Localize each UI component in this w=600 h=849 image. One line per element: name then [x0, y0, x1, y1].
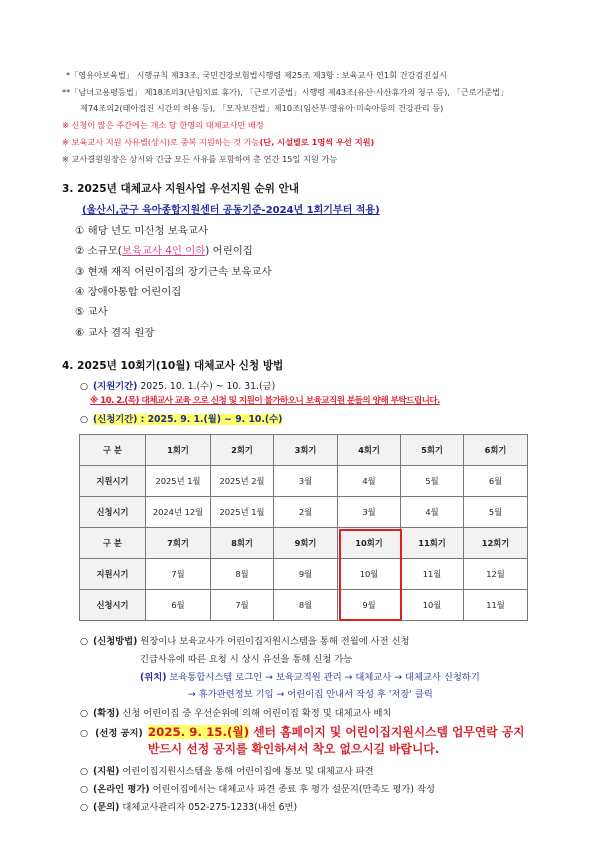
priority-text: 소규모( [87, 245, 122, 257]
priority-text: 교사 [87, 306, 108, 318]
priority-item-3 [75, 263, 272, 278]
eval-text: 어린이집에서는 대체교사 파견 종료 후 평가 설문지(만족도 평가) 작성 [149, 784, 435, 795]
bullet-icon: ○ [80, 802, 89, 813]
table-cell: 10회기 [338, 528, 401, 559]
table-cell: 2024년 12월 [146, 497, 211, 528]
bullet-icon: ○ [80, 728, 89, 739]
table-row [80, 528, 528, 559]
eval-label: (온라인 평가) [92, 784, 150, 795]
note-duplicate-cond: (단, 시설별로 1명씩 우선 지원) [259, 137, 375, 147]
location-label: (위치) [140, 672, 167, 683]
section3-title: 3. 2025년 대체교사 지원사업 우선지원 순위 안내 [62, 183, 299, 195]
warning-note: ※ 10. 2.(목) 대체교사 교육 으로 신청 및 지원이 불가하오니 보육교직원 분들의 양해 부탁드립니다. [90, 396, 440, 406]
table-row [80, 559, 528, 590]
support-label: (지원) [92, 766, 120, 777]
priority-text: 현재 재직 어린이집의 장기근속 보육교사 [87, 266, 272, 278]
table-row [80, 435, 528, 466]
table-cell: 2회기 [211, 435, 274, 466]
table-cell: 5월 [401, 466, 464, 497]
confirm-label: (확정) [92, 708, 120, 719]
table-cell: 구 분 [80, 528, 146, 559]
table-cell: 2025년 2월 [211, 466, 274, 497]
support-period-label: (지원기간) [92, 381, 138, 392]
announce-warning: 반드시 선정 공지를 확인하셔서 착오 없으시길 바랍니다. [148, 742, 440, 756]
section3-subtitle: (울산시,군구 육아종합지원센터 공동기준-2024년 1회기부터 적용) [82, 205, 380, 216]
priority-text: 해당 년도 미신청 보육교사 [87, 225, 208, 237]
apply-period-label: (신청기간) : 2025. 9. 1.(월) ~ 9. 10.(수) [92, 414, 283, 425]
announce-date: 2025. 9. 15.(월) [147, 725, 250, 739]
announce-label: (선정 공지) [95, 728, 143, 739]
bullet-icon: ○ [80, 708, 89, 719]
table-cell: 신청시기 [80, 497, 146, 528]
table-cell: 3월 [338, 497, 401, 528]
online-eval [80, 781, 435, 795]
table-cell: 10월 [338, 559, 401, 590]
bullet-icon: ○ [80, 784, 89, 795]
table-cell: 3회기 [274, 435, 338, 466]
priority-item-1 [75, 222, 208, 237]
table-cell: 7월 [211, 590, 274, 621]
confirm-text: 신청 어린이집 중 우선순위에 의해 어린이집 확정 및 대체교사 배치 [119, 708, 392, 719]
confirm [80, 705, 391, 719]
table-cell: 8월 [274, 590, 338, 621]
table-cell: 12회기 [464, 528, 528, 559]
note-duplicate [62, 137, 374, 148]
table-cell: 2월 [274, 497, 338, 528]
note-duplicate-main: ※ 보육교사 지원 사유별(상시)로 중복 지원하는 것 가능 [62, 137, 260, 147]
table-cell: 8회기 [211, 528, 274, 559]
table-cell: 7회기 [146, 528, 211, 559]
priority-num: ⑥ [75, 327, 85, 339]
table-cell: 지원시기 [80, 559, 146, 590]
table-cell: 6월 [146, 590, 211, 621]
table-cell: 5월 [464, 497, 528, 528]
method-line2: 긴급사유에 따른 요청 시 상시 유선을 통해 신청 가능 [140, 654, 353, 665]
bullet-icon: ○ [80, 636, 89, 647]
location-path2: → 휴가관련정보 기입 → 어린이집 안내서 작성 후 '저장' 클릭 [188, 689, 433, 700]
location [140, 669, 480, 683]
bullet-icon: ○ [80, 414, 89, 425]
support-text: 어린이집지원시스템을 통해 어린이집에 통보 및 대체교사 파견 [119, 766, 374, 777]
footnote-3: 제74조의2(태아검진 시간의 허용 등), 「모자보건법」제10조(임산부·영유아·미숙아등의 건강관리 등) [80, 103, 444, 113]
table-cell: 신청시기 [80, 590, 146, 621]
apply-method [80, 633, 410, 647]
section4-title: 4. 2025년 10회기(10월) 대체교사 신청 방법 [62, 360, 284, 372]
location-path1: 보육통합시스템 로그인 → 보육교직원 관리 → 대체교사 → 대체교사 신청하기 [166, 672, 480, 683]
announce [80, 721, 525, 740]
note-director: ※ 교사결원원장은 상시와 긴급 모든 사유를 포함하여 총 연간 15일 지원 가능 [62, 154, 338, 164]
table-cell: 11회기 [401, 528, 464, 559]
priority-item-5 [75, 303, 108, 318]
table-cell: 10월 [401, 590, 464, 621]
table-cell: 6회기 [464, 435, 528, 466]
table-cell: 6월 [464, 466, 528, 497]
priority-item-2 [75, 242, 253, 257]
table-cell: 8월 [211, 559, 274, 590]
priority-item-6 [75, 324, 154, 339]
priority-num: ⑤ [75, 306, 85, 318]
table-cell: 5회기 [401, 435, 464, 466]
method-label: (신청방법) [92, 636, 138, 647]
priority-highlight: 보육교사 4인 이하 [121, 245, 206, 257]
table-cell: 구 분 [80, 435, 146, 466]
support [80, 763, 374, 777]
table-cell: 1회기 [146, 435, 211, 466]
method-line1: 원장이나 보육교사가 어린이집지원시스템을 통해 전월에 사전 신청 [137, 636, 410, 647]
schedule-table [79, 434, 528, 621]
contact-text: 대체교사관리자 052-275-1233(내선 6번) [119, 802, 298, 813]
table-cell: 4월 [401, 497, 464, 528]
bullet-icon: ○ [80, 381, 89, 392]
table-cell: 11월 [401, 559, 464, 590]
table-cell: 11월 [464, 590, 528, 621]
table-cell: 지원시기 [80, 466, 146, 497]
highlight-10th-session [339, 529, 402, 621]
note-one-teacher: ※ 신청이 많은 주간에는 개소 당 한명의 대체교사만 배정 [62, 120, 264, 130]
table-cell: 12월 [464, 559, 528, 590]
table-cell: 3월 [274, 466, 338, 497]
bullet-icon: ○ [80, 766, 89, 777]
support-period-value: 2025. 10. 1.(수) ~ 10. 31.(금) [137, 381, 276, 392]
apply-period [80, 411, 282, 425]
priority-num: ④ [75, 286, 85, 298]
priority-text-post: ) 어린이집 [205, 245, 253, 257]
table-row [80, 466, 528, 497]
priority-num: ② [75, 245, 85, 257]
table-cell: 7월 [146, 559, 211, 590]
footnote-2: **「남녀고용평등법」 제18조의3(난임치료 휴가), 「근로기준법」시행령 제43조(유산·사산휴가의 청구 등), 「근로기준법」 [62, 87, 509, 97]
priority-text: 교사 겸직 원장 [87, 327, 155, 339]
contact [80, 799, 297, 813]
table-cell: 4회기 [338, 435, 401, 466]
table-cell: 9회기 [274, 528, 338, 559]
footnote-1: *「영유아보육법」 시행규칙 제33조, 국민건강보험법시행령 제25조 제3항 : 보육교사 연1회 건강검진실시 [66, 70, 448, 80]
priority-item-4 [75, 283, 181, 298]
table-row [80, 497, 528, 528]
announce-text: 센터 홈페이지 및 어린이집지원시스템 업무연락 공지 [249, 725, 525, 739]
priority-text: 장애아통합 어린이집 [87, 286, 182, 298]
table-cell: 9월 [338, 590, 401, 621]
priority-num: ① [75, 225, 85, 237]
table-cell: 2025년 1월 [211, 497, 274, 528]
table-cell: 9월 [274, 559, 338, 590]
table-cell: 2025년 1월 [146, 466, 211, 497]
support-period [80, 378, 275, 392]
priority-num: ③ [75, 266, 85, 278]
table-row [80, 590, 528, 621]
table-cell: 4월 [338, 466, 401, 497]
contact-label: (문의) [92, 802, 120, 813]
